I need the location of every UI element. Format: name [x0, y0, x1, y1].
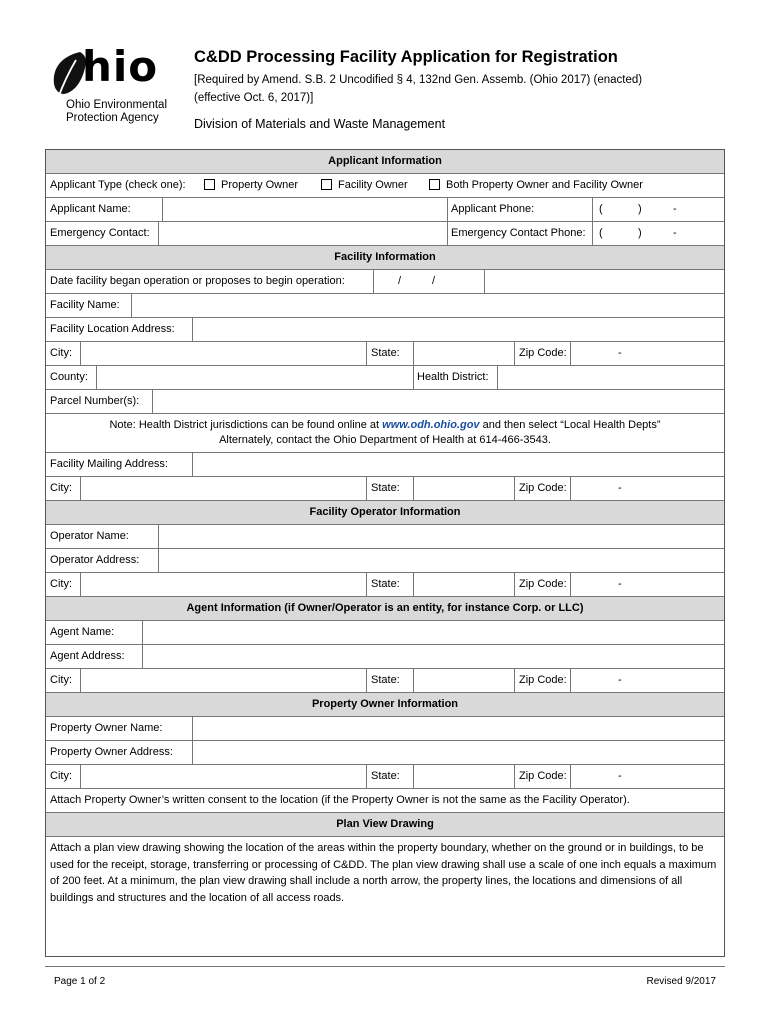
applicant-phone-label: Applicant Phone:	[451, 203, 535, 215]
option-property-owner[interactable]: Property Owner	[200, 174, 298, 197]
facility-city-row	[46, 342, 724, 366]
facility-zip-field[interactable]: -	[618, 347, 622, 359]
facility-mailing-row	[46, 453, 724, 477]
operation-date-row	[46, 270, 724, 294]
agent-name-field[interactable]	[143, 621, 724, 644]
applicant-name-row	[46, 198, 724, 222]
operator-name-label: Operator Name:	[50, 530, 129, 542]
owner-name-row	[46, 717, 724, 741]
emergency-contact-row	[46, 222, 724, 246]
health-district-field[interactable]	[498, 366, 724, 389]
logo-wordmark: hio	[82, 42, 159, 91]
division-name: Division of Materials and Waste Management	[194, 117, 446, 131]
emergency-phone-label: Emergency Contact Phone:	[451, 227, 586, 239]
footer-divider	[45, 966, 725, 967]
owner-zip-field[interactable]: -	[618, 770, 622, 782]
owner-address-field[interactable]	[193, 741, 724, 764]
mailing-zip-field[interactable]: -	[618, 482, 622, 494]
owner-name-label: Property Owner Name:	[50, 722, 163, 734]
zip-label: Zip Code:	[519, 347, 567, 359]
emergency-phone-field[interactable]: ( ) -	[599, 227, 677, 239]
agent-address-field[interactable]	[143, 645, 724, 668]
health-district-note: Note: Health District jurisdictions can be found online at www.odh.ohio.gov and then select “Local Health Depts” Alternately, contact the Ohio Department of Health at 614-466-3543.	[46, 414, 724, 453]
agent-zip-field[interactable]: -	[618, 674, 622, 686]
section-owner-heading: Property Owner Information	[46, 693, 724, 717]
state-label: State:	[371, 347, 400, 359]
section-agent-heading: Agent Information (if Owner/Operator is an entity, for instance Corp. or LLC)	[46, 597, 724, 621]
city-label: City:	[50, 347, 72, 359]
health-district-label: Health District:	[417, 371, 489, 383]
operator-address-field[interactable]	[159, 549, 724, 572]
facility-city-field[interactable]	[81, 342, 366, 365]
checkbox-both[interactable]	[429, 179, 440, 190]
agent-address-label: Agent Address:	[50, 650, 125, 662]
facility-name-label: Facility Name:	[50, 299, 120, 311]
owner-name-field[interactable]	[193, 717, 724, 740]
page-number: Page 1 of 2	[54, 976, 106, 987]
operator-name-field[interactable]	[159, 525, 724, 548]
application-form	[45, 149, 725, 957]
agent-address-row	[46, 645, 724, 669]
statute-line-2: (effective Oct. 6, 2017)]	[194, 92, 314, 104]
owner-address-label: Property Owner Address:	[50, 746, 173, 758]
applicant-phone-field[interactable]: ( ) -	[599, 203, 677, 215]
operator-zip-field[interactable]: -	[618, 578, 622, 590]
county-row	[46, 366, 724, 390]
applicant-name-label: Applicant Name:	[50, 203, 131, 215]
owner-consent-text: Attach Property Owner’s written consent to the location (if the Property Owner is not the same as the Facility Operator).	[50, 794, 630, 806]
agent-name-label: Agent Name:	[50, 626, 115, 638]
agent-name-row	[46, 621, 724, 645]
emergency-contact-field[interactable]	[159, 222, 447, 245]
agent-state-field[interactable]	[414, 669, 514, 692]
mailing-city-field[interactable]	[81, 477, 366, 500]
logo-line-2: Protection Agency	[66, 112, 159, 124]
plan-view-instructions: Attach a plan view drawing showing the location of the areas within the property boundary, whether on the ground or in buildings, to be used for the receipt, storage, transferring or processing of C&DD. The plan view drawing shall use a scale of one inch equals a maximum of 200 feet. At a minimum, the plan view drawing shall include a north arrow, the property lines, the locations and dimensions of all buildings and structures and the location of all access roads.	[50, 842, 717, 904]
statute-line-1: [Required by Amend. S.B. 2 Uncodified § 4, 132nd Gen. Assemb. (Ohio 2017) (enacted)	[194, 74, 643, 86]
facility-name-row	[46, 294, 724, 318]
section-facility-heading: Facility Information	[46, 246, 724, 270]
section-applicant-heading: Applicant Information	[46, 150, 724, 174]
owner-consent-row	[46, 789, 724, 813]
agent-city-row: City: State: Zip Code: -	[46, 669, 724, 693]
facility-mailing-label: Facility Mailing Address:	[50, 458, 168, 470]
checkbox-facility-owner[interactable]	[321, 179, 332, 190]
section-plan-heading: Plan View Drawing	[46, 813, 724, 837]
applicant-type-row	[46, 174, 724, 198]
agent-city-field[interactable]	[81, 669, 366, 692]
ohio-epa-logo	[50, 42, 180, 130]
owner-city-row: City: State: Zip Code: -	[46, 765, 724, 789]
county-label: County:	[50, 371, 88, 383]
parcel-field[interactable]	[153, 390, 724, 413]
county-field[interactable]	[97, 366, 413, 389]
operation-date-field[interactable]: / /	[398, 275, 436, 287]
page-title: C&DD Processing Facility Application for Registration	[194, 48, 618, 66]
operator-address-row	[46, 549, 724, 573]
facility-location-label: Facility Location Address:	[50, 323, 175, 335]
facility-state-field[interactable]	[414, 342, 514, 365]
operation-date-label: Date facility began operation or proposes to begin operation:	[50, 275, 345, 287]
logo-line-1: Ohio Environmental	[66, 99, 167, 111]
odh-link[interactable]: www.odh.ohio.gov	[382, 419, 480, 431]
option-facility-owner[interactable]: Facility Owner	[317, 174, 408, 197]
operator-address-label: Operator Address:	[50, 554, 140, 566]
parcel-row	[46, 390, 724, 414]
facility-name-field[interactable]	[132, 294, 724, 317]
emergency-contact-label: Emergency Contact:	[50, 227, 150, 239]
mailing-city-row: City: State: Zip Code: -	[46, 477, 724, 501]
facility-mailing-field[interactable]	[193, 453, 724, 476]
applicant-name-field[interactable]	[163, 198, 447, 221]
parcel-label: Parcel Number(s):	[50, 395, 140, 407]
owner-address-row	[46, 741, 724, 765]
operator-city-row: City: State: Zip Code: -	[46, 573, 724, 597]
mailing-state-field[interactable]	[414, 477, 514, 500]
operator-state-field[interactable]	[414, 573, 514, 596]
facility-location-row	[46, 318, 724, 342]
applicant-type-label: Applicant Type (check one):	[50, 179, 186, 191]
owner-city-field[interactable]	[81, 765, 366, 788]
owner-state-field[interactable]	[414, 765, 514, 788]
checkbox-property-owner[interactable]	[204, 179, 215, 190]
option-both[interactable]: Both Property Owner and Facility Owner	[425, 174, 643, 197]
section-operator-heading: Facility Operator Information	[46, 501, 724, 525]
operator-name-row	[46, 525, 724, 549]
facility-location-field[interactable]	[193, 318, 724, 341]
operator-city-field[interactable]	[81, 573, 366, 596]
revision-date: Revised 9/2017	[646, 976, 716, 987]
